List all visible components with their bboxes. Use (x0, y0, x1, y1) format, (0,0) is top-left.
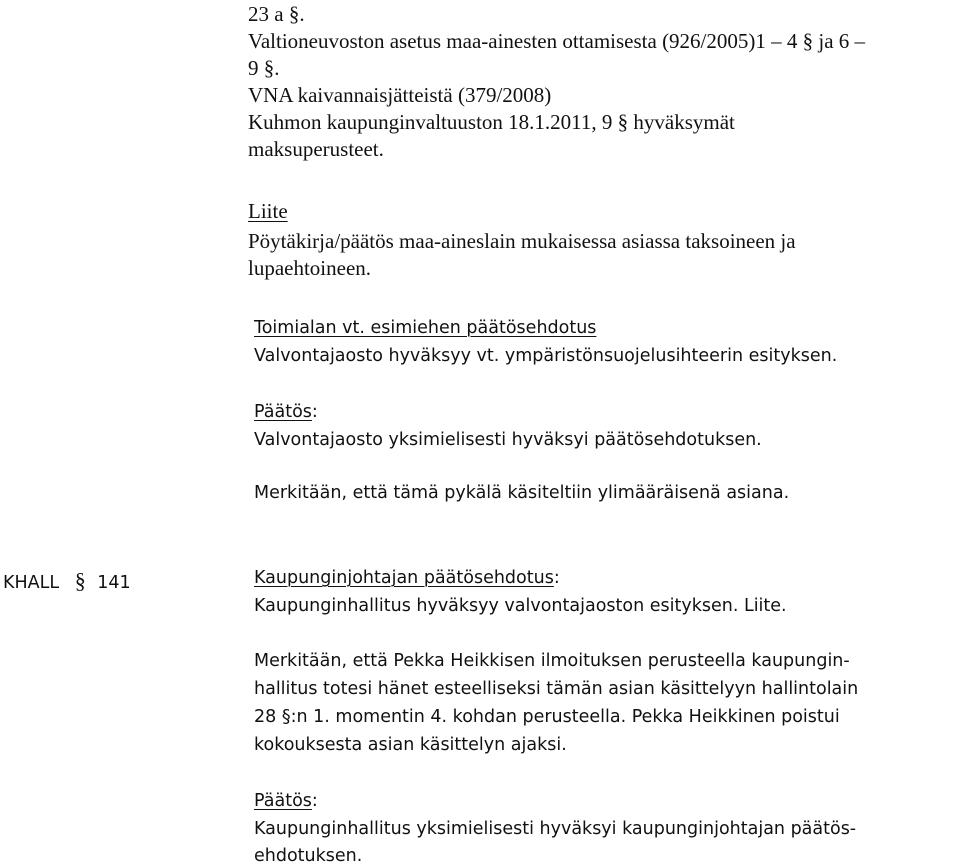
decision-heading-row (254, 402, 318, 422)
proposal-heading: Toimialan vt. esimiehen päätösehdotus (254, 318, 597, 338)
khall-decision-line: ehdotuksen. (254, 846, 363, 866)
law-reference-line: VNA kaivannaisjätteistä (379/2008) (248, 83, 552, 107)
khall-decision-heading-row (254, 791, 318, 811)
attachment-text-line: lupaehtoineen. (248, 256, 372, 280)
khall-section-label (3, 568, 131, 594)
attachment-text-line: Pöytäkirja/päätös maa-aineslain mukaisessa asiassa taksoineen ja (248, 229, 796, 253)
law-reference-line: maksuperusteet. (248, 137, 384, 161)
law-reference-line: Kuhmon kaupunginvaltuuston 18.1.2011, 9 § hyväksymät (248, 110, 735, 134)
khall-decision-line: Kaupunginhallitus yksimielisesti hyväksyi kaupunginjohtajan päätös- (254, 819, 857, 839)
khall-proposal-heading-row (254, 568, 560, 588)
law-reference-line: 23 a §. (248, 2, 305, 26)
khall-decision-heading-colon: : (311, 791, 318, 811)
khall-label: KHALL (3, 573, 60, 593)
section-symbol: § (74, 568, 86, 593)
khall-proposal-text: Kaupunginhallitus hyväksyy valvontajaoston esityksen. Liite. (254, 596, 787, 616)
khall-decision-heading: Päätös (254, 791, 312, 811)
law-reference-line: Valtioneuvoston asetus maa-ainesten ottamisesta (926/2005)1 – 4 § ja 6 – (248, 29, 866, 53)
khall-note-line: kokouksesta asian käsittelyn ajaksi. (254, 735, 567, 755)
khall-proposal-heading-colon: : (553, 568, 560, 588)
decision-heading: Päätös (254, 402, 312, 422)
decision-text: Valvontajaosto yksimielisesti hyväksyi päätösehdotuksen. (254, 430, 762, 450)
khall-note-line: Merkitään, että Pekka Heikkisen ilmoituksen perusteella kaupungin- (254, 651, 850, 671)
attachment-heading: Liite (248, 199, 288, 223)
khall-note-line: 28 §:n 1. momentin 4. kohdan perusteella. Pekka Heikkinen poistui (254, 707, 840, 727)
decision-note: Merkitään, että tämä pykälä käsiteltiin ylimääräisenä asiana. (254, 483, 790, 503)
proposal-text: Valvontajaosto hyväksyy vt. ympäristönsuojelusihteerin esityksen. (254, 346, 838, 366)
khall-section-number: 141 (97, 573, 131, 593)
law-reference-line: 9 §. (248, 56, 280, 80)
decision-heading-colon: : (311, 402, 318, 422)
khall-note-line: hallitus totesi hänet esteelliseksi tämän asian käsittelyyn hallintolain (254, 679, 859, 699)
khall-proposal-heading: Kaupunginjohtajan päätösehdotus (254, 568, 554, 588)
